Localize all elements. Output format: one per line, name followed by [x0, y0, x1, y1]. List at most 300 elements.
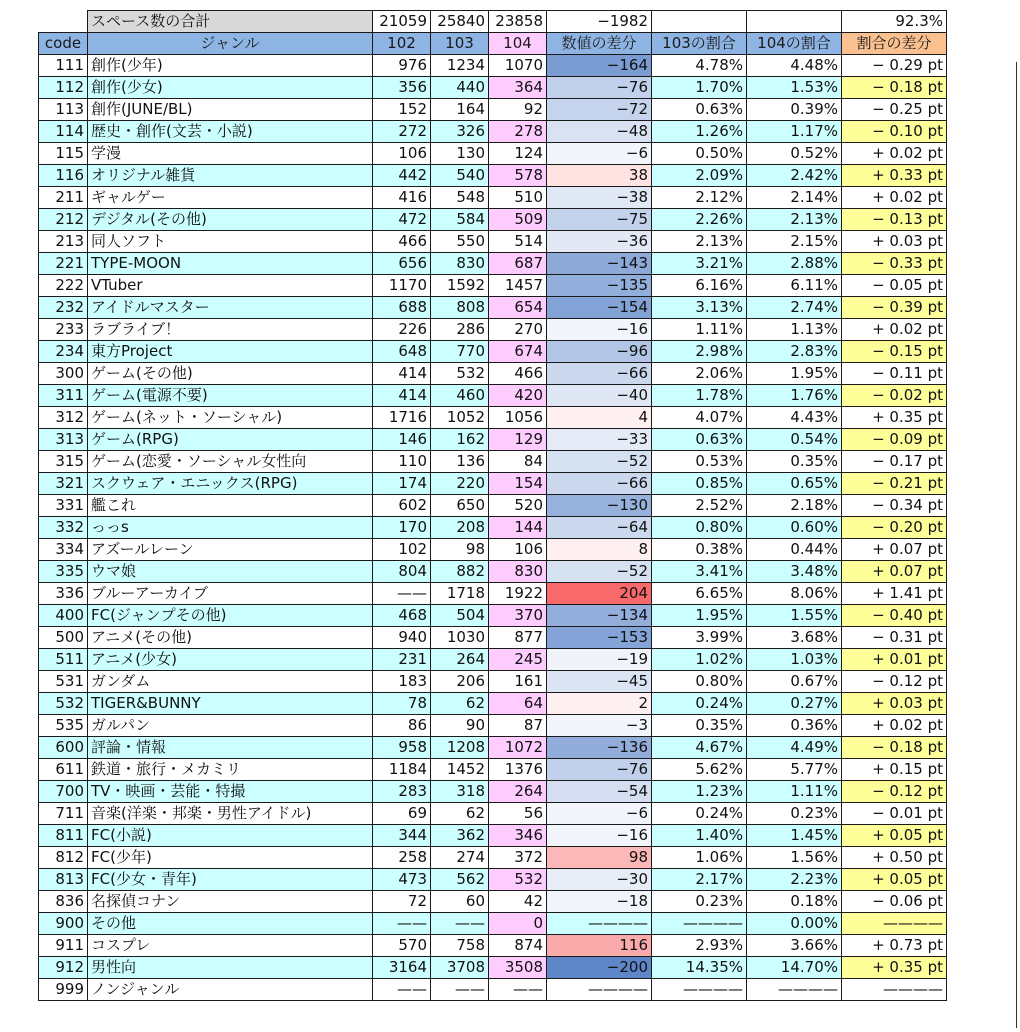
row-102: 272: [373, 121, 431, 143]
row-102: 72: [373, 891, 431, 913]
row-102: ——: [373, 913, 431, 935]
row-103: 830: [431, 253, 489, 275]
row-104: 578: [489, 165, 547, 187]
row-ratio-103: 0.80%: [652, 671, 747, 693]
row-diff: −33: [547, 429, 652, 451]
row-ratio-diff: − 0.10 pt: [842, 121, 947, 143]
table-row: [39, 913, 947, 935]
row-genre: ガンダム: [88, 671, 373, 693]
row-103: 882: [431, 561, 489, 583]
row-code: 213: [39, 231, 88, 253]
row-102: 106: [373, 143, 431, 165]
table-row: [39, 649, 947, 671]
row-102: 1184: [373, 759, 431, 781]
row-ratio-diff: − 0.31 pt: [842, 627, 947, 649]
row-ratio-103: 1.40%: [652, 825, 747, 847]
row-diff: −153: [547, 627, 652, 649]
table-row: [39, 341, 947, 363]
row-diff: ————: [547, 913, 652, 935]
row-diff: 8: [547, 539, 652, 561]
row-code: 836: [39, 891, 88, 913]
row-ratio-103: 1.26%: [652, 121, 747, 143]
row-ratio-104: 0.67%: [747, 671, 842, 693]
table-row: [39, 803, 947, 825]
row-ratio-diff: ————: [842, 913, 947, 935]
row-diff: −52: [547, 451, 652, 473]
row-ratio-104: 5.77%: [747, 759, 842, 781]
row-genre: ノンジャンル: [88, 979, 373, 1001]
row-103: 208: [431, 517, 489, 539]
row-103: 362: [431, 825, 489, 847]
row-code: 211: [39, 187, 88, 209]
row-102: 1716: [373, 407, 431, 429]
row-103: 326: [431, 121, 489, 143]
row-genre: デジタル(その他): [88, 209, 373, 231]
row-diff: −75: [547, 209, 652, 231]
row-ratio-diff: − 0.06 pt: [842, 891, 947, 913]
table-row: [39, 627, 947, 649]
row-ratio-103: 0.38%: [652, 539, 747, 561]
row-code: 332: [39, 517, 88, 539]
table-row: [39, 253, 947, 275]
row-104: 42: [489, 891, 547, 913]
row-ratio-103: 1.23%: [652, 781, 747, 803]
row-diff: −6: [547, 143, 652, 165]
row-genre: TIGER&BUNNY: [88, 693, 373, 715]
row-104: 370: [489, 605, 547, 627]
row-genre: 創作(JUNE/BL): [88, 99, 373, 121]
row-104: 346: [489, 825, 547, 847]
row-code: 511: [39, 649, 88, 671]
row-104: 510: [489, 187, 547, 209]
row-diff: 38: [547, 165, 652, 187]
row-genre: アニメ(少女): [88, 649, 373, 671]
table-row: [39, 825, 947, 847]
row-104: 830: [489, 561, 547, 583]
row-ratio-103: 2.12%: [652, 187, 747, 209]
row-103: 220: [431, 473, 489, 495]
row-104: 372: [489, 847, 547, 869]
row-diff: −38: [547, 187, 652, 209]
row-ratio-104: 2.14%: [747, 187, 842, 209]
row-104: 264: [489, 781, 547, 803]
row-ratio-diff: − 0.18 pt: [842, 77, 947, 99]
row-code: 400: [39, 605, 88, 627]
row-102: 152: [373, 99, 431, 121]
table-row: [39, 891, 947, 913]
row-104: 144: [489, 517, 547, 539]
row-genre: 創作(少年): [88, 55, 373, 77]
table-row: [39, 451, 947, 473]
row-103: 286: [431, 319, 489, 341]
row-103: 1234: [431, 55, 489, 77]
row-diff: ————: [547, 979, 652, 1001]
row-102: 976: [373, 55, 431, 77]
row-102: 170: [373, 517, 431, 539]
row-ratio-103: ————: [652, 913, 747, 935]
row-genre: 創作(少女): [88, 77, 373, 99]
row-102: ——: [373, 583, 431, 605]
row-104: 84: [489, 451, 547, 473]
row-diff: −96: [547, 341, 652, 363]
row-ratio-104: 0.39%: [747, 99, 842, 121]
row-104: 154: [489, 473, 547, 495]
row-104: ——: [489, 979, 547, 1001]
row-code: 321: [39, 473, 88, 495]
row-diff: 204: [547, 583, 652, 605]
row-102: 78: [373, 693, 431, 715]
table-row: [39, 363, 947, 385]
table-row: [39, 407, 947, 429]
row-genre: FC(少女・青年): [88, 869, 373, 891]
row-102: 570: [373, 935, 431, 957]
row-102: 602: [373, 495, 431, 517]
totals-empty-1: [652, 11, 747, 33]
row-code: 315: [39, 451, 88, 473]
row-ratio-104: 0.23%: [747, 803, 842, 825]
row-ratio-103: 2.98%: [652, 341, 747, 363]
row-diff: 98: [547, 847, 652, 869]
row-ratio-104: 2.23%: [747, 869, 842, 891]
row-ratio-104: 0.27%: [747, 693, 842, 715]
row-103: 3708: [431, 957, 489, 979]
row-genre: アズールレーン: [88, 539, 373, 561]
row-ratio-103: 0.63%: [652, 99, 747, 121]
row-102: 940: [373, 627, 431, 649]
row-ratio-104: 1.56%: [747, 847, 842, 869]
row-ratio-103: 0.35%: [652, 715, 747, 737]
table-row: [39, 143, 947, 165]
row-ratio-103: 2.17%: [652, 869, 747, 891]
row-genre: ブルーアーカイブ: [88, 583, 373, 605]
row-genre: 評論・情報: [88, 737, 373, 759]
table-row: [39, 429, 947, 451]
table-row: [39, 473, 947, 495]
row-ratio-diff: − 0.05 pt: [842, 275, 947, 297]
table-row: [39, 187, 947, 209]
row-ratio-104: 3.48%: [747, 561, 842, 583]
row-ratio-103: 2.06%: [652, 363, 747, 385]
table-row: [39, 55, 947, 77]
table-row: [39, 77, 947, 99]
row-103: ——: [431, 913, 489, 935]
row-diff: −136: [547, 737, 652, 759]
row-diff: −6: [547, 803, 652, 825]
row-103: 62: [431, 803, 489, 825]
row-ratio-diff: + 0.35 pt: [842, 407, 947, 429]
table-row: [39, 957, 947, 979]
row-ratio-diff: + 0.02 pt: [842, 715, 947, 737]
row-code: 600: [39, 737, 88, 759]
row-ratio-103: 6.65%: [652, 583, 747, 605]
row-102: ——: [373, 979, 431, 1001]
row-103: 318: [431, 781, 489, 803]
table-row: [39, 715, 947, 737]
row-104: 1376: [489, 759, 547, 781]
row-102: 258: [373, 847, 431, 869]
table-row: [39, 231, 947, 253]
row-ratio-104: 0.36%: [747, 715, 842, 737]
row-103: 274: [431, 847, 489, 869]
row-ratio-diff: − 0.21 pt: [842, 473, 947, 495]
table-row: [39, 671, 947, 693]
row-103: 1208: [431, 737, 489, 759]
row-code: 912: [39, 957, 88, 979]
row-102: 110: [373, 451, 431, 473]
row-104: 124: [489, 143, 547, 165]
row-code: 111: [39, 55, 88, 77]
row-diff: 2: [547, 693, 652, 715]
row-ratio-diff: − 0.15 pt: [842, 341, 947, 363]
row-ratio-diff: + 0.07 pt: [842, 539, 947, 561]
table-row: [39, 693, 947, 715]
row-103: 90: [431, 715, 489, 737]
row-ratio-diff: − 0.25 pt: [842, 99, 947, 121]
row-code: 115: [39, 143, 88, 165]
row-104: 520: [489, 495, 547, 517]
row-102: 416: [373, 187, 431, 209]
row-code: 532: [39, 693, 88, 715]
row-ratio-104: 0.18%: [747, 891, 842, 913]
header-104: 104: [489, 33, 547, 55]
row-104: 278: [489, 121, 547, 143]
row-ratio-103: 3.13%: [652, 297, 747, 319]
row-103: 1030: [431, 627, 489, 649]
row-genre: その他: [88, 913, 373, 935]
row-genre: FC(少年): [88, 847, 373, 869]
row-103: 460: [431, 385, 489, 407]
row-104: 245: [489, 649, 547, 671]
row-code: 812: [39, 847, 88, 869]
row-102: 414: [373, 385, 431, 407]
row-ratio-103: 2.26%: [652, 209, 747, 231]
row-103: 162: [431, 429, 489, 451]
row-ratio-103: 0.53%: [652, 451, 747, 473]
row-ratio-104: 4.43%: [747, 407, 842, 429]
row-ratio-103: 0.85%: [652, 473, 747, 495]
row-code: 335: [39, 561, 88, 583]
row-ratio-104: 2.15%: [747, 231, 842, 253]
table-row: [39, 561, 947, 583]
row-ratio-103: 0.50%: [652, 143, 747, 165]
row-102: 1170: [373, 275, 431, 297]
row-ratio-103: 3.41%: [652, 561, 747, 583]
row-genre: オリジナル雑貨: [88, 165, 373, 187]
row-103: 1718: [431, 583, 489, 605]
row-ratio-103: 14.35%: [652, 957, 747, 979]
row-104: 1056: [489, 407, 547, 429]
row-genre: 歴史・創作(文芸・小説): [88, 121, 373, 143]
table-row: [39, 495, 947, 517]
row-genre: 東方Project: [88, 341, 373, 363]
table-row: [39, 121, 947, 143]
header-ratio-103: 103の割合: [652, 33, 747, 55]
row-diff: −16: [547, 825, 652, 847]
totals-104: 23858: [489, 11, 547, 33]
row-diff: −76: [547, 77, 652, 99]
row-genre: ゲーム(RPG): [88, 429, 373, 451]
row-genre: ガルパン: [88, 715, 373, 737]
totals-label: スペース数の合計: [88, 11, 373, 33]
row-code: 222: [39, 275, 88, 297]
row-ratio-104: 2.18%: [747, 495, 842, 517]
table-row: [39, 209, 947, 231]
row-ratio-diff: + 0.03 pt: [842, 693, 947, 715]
row-102: 473: [373, 869, 431, 891]
row-104: 161: [489, 671, 547, 693]
row-code: 911: [39, 935, 88, 957]
totals-ratio: 92.3%: [842, 11, 947, 33]
row-code: 313: [39, 429, 88, 451]
row-diff: −76: [547, 759, 652, 781]
row-ratio-diff: + 0.05 pt: [842, 869, 947, 891]
row-104: 270: [489, 319, 547, 341]
row-ratio-diff: + 0.35 pt: [842, 957, 947, 979]
row-ratio-104: 2.83%: [747, 341, 842, 363]
row-104: 420: [489, 385, 547, 407]
row-genre: 学漫: [88, 143, 373, 165]
row-102: 3164: [373, 957, 431, 979]
row-104: 1922: [489, 583, 547, 605]
row-102: 231: [373, 649, 431, 671]
row-genre: 音楽(洋楽・邦楽・男性アイドル): [88, 803, 373, 825]
row-diff: −30: [547, 869, 652, 891]
table-row: [39, 517, 947, 539]
row-genre: 艦これ: [88, 495, 373, 517]
row-ratio-104: 1.55%: [747, 605, 842, 627]
row-102: 183: [373, 671, 431, 693]
row-genre: アイドルマスター: [88, 297, 373, 319]
row-104: 87: [489, 715, 547, 737]
header-102: 102: [373, 33, 431, 55]
table-row: [39, 297, 947, 319]
row-103: 62: [431, 693, 489, 715]
row-102: 472: [373, 209, 431, 231]
row-ratio-104: 1.17%: [747, 121, 842, 143]
row-ratio-diff: + 0.02 pt: [842, 143, 947, 165]
row-ratio-diff: + 0.15 pt: [842, 759, 947, 781]
row-diff: −134: [547, 605, 652, 627]
row-ratio-104: 3.66%: [747, 935, 842, 957]
row-102: 86: [373, 715, 431, 737]
totals-diff: −1982: [547, 11, 652, 33]
row-102: 146: [373, 429, 431, 451]
row-ratio-diff: − 0.01 pt: [842, 803, 947, 825]
row-ratio-diff: + 0.01 pt: [842, 649, 947, 671]
row-genre: FC(ジャンプその他): [88, 605, 373, 627]
row-ratio-104: 0.60%: [747, 517, 842, 539]
row-ratio-diff: − 0.12 pt: [842, 671, 947, 693]
row-diff: −72: [547, 99, 652, 121]
row-ratio-103: 3.21%: [652, 253, 747, 275]
row-genre: ゲーム(電源不要): [88, 385, 373, 407]
row-ratio-104: 1.95%: [747, 363, 842, 385]
row-ratio-104: 0.35%: [747, 451, 842, 473]
row-102: 656: [373, 253, 431, 275]
row-ratio-104: 2.42%: [747, 165, 842, 187]
row-ratio-diff: − 0.02 pt: [842, 385, 947, 407]
row-genre: コスプレ: [88, 935, 373, 957]
row-102: 174: [373, 473, 431, 495]
row-ratio-diff: − 0.33 pt: [842, 253, 947, 275]
table-row: [39, 99, 947, 121]
row-102: 414: [373, 363, 431, 385]
row-genre: ギャルゲー: [88, 187, 373, 209]
row-103: 808: [431, 297, 489, 319]
row-diff: −18: [547, 891, 652, 913]
header-ratio-104: 104の割合: [747, 33, 842, 55]
row-104: 106: [489, 539, 547, 561]
row-diff: −48: [547, 121, 652, 143]
row-genre: TV・映画・芸能・特撮: [88, 781, 373, 803]
row-103: 540: [431, 165, 489, 187]
row-ratio-104: 1.03%: [747, 649, 842, 671]
row-ratio-104: 2.74%: [747, 297, 842, 319]
header-code: code: [39, 33, 88, 55]
row-genre: 名探偵コナン: [88, 891, 373, 913]
row-104: 514: [489, 231, 547, 253]
row-ratio-104: 0.44%: [747, 539, 842, 561]
row-diff: −200: [547, 957, 652, 979]
row-code: 114: [39, 121, 88, 143]
row-104: 532: [489, 869, 547, 891]
row-ratio-104: 0.52%: [747, 143, 842, 165]
row-102: 958: [373, 737, 431, 759]
row-diff: −154: [547, 297, 652, 319]
row-103: 130: [431, 143, 489, 165]
table-row: [39, 165, 947, 187]
row-ratio-104: 4.48%: [747, 55, 842, 77]
row-103: 548: [431, 187, 489, 209]
header-genre: ジャンル: [88, 33, 373, 55]
row-code: 312: [39, 407, 88, 429]
row-genre: VTuber: [88, 275, 373, 297]
row-diff: −40: [547, 385, 652, 407]
row-104: 1457: [489, 275, 547, 297]
row-genre: ラブライブ！: [88, 319, 373, 341]
row-ratio-103: 4.78%: [652, 55, 747, 77]
row-ratio-diff: + 0.73 pt: [842, 935, 947, 957]
row-ratio-103: 2.09%: [652, 165, 747, 187]
row-ratio-104: ————: [747, 979, 842, 1001]
row-103: 650: [431, 495, 489, 517]
header-row: [39, 33, 947, 55]
row-genre: 男性向: [88, 957, 373, 979]
row-103: 562: [431, 869, 489, 891]
row-diff: −135: [547, 275, 652, 297]
row-ratio-diff: − 0.34 pt: [842, 495, 947, 517]
row-code: 221: [39, 253, 88, 275]
table-row: [39, 605, 947, 627]
row-diff: −64: [547, 517, 652, 539]
row-103: 1452: [431, 759, 489, 781]
row-diff: −16: [547, 319, 652, 341]
row-103: 440: [431, 77, 489, 99]
row-ratio-104: 2.88%: [747, 253, 842, 275]
row-diff: −45: [547, 671, 652, 693]
row-code: 212: [39, 209, 88, 231]
row-code: 116: [39, 165, 88, 187]
sheet-border-line: [1016, 62, 1017, 1028]
table-row: [39, 781, 947, 803]
row-ratio-diff: + 0.03 pt: [842, 231, 947, 253]
row-103: 532: [431, 363, 489, 385]
row-genre: アニメ(その他): [88, 627, 373, 649]
row-102: 648: [373, 341, 431, 363]
row-ratio-diff: + 0.33 pt: [842, 165, 947, 187]
row-102: 804: [373, 561, 431, 583]
row-diff: −52: [547, 561, 652, 583]
